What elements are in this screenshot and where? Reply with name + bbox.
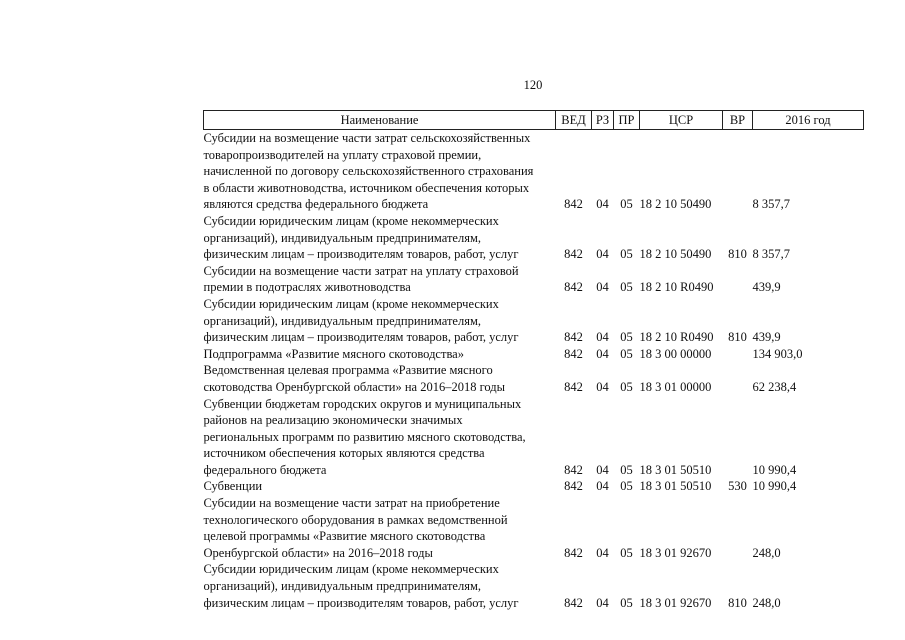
- row-name-line: Субсидии на возмещение части затрат сельскохозяйственных: [203, 131, 531, 145]
- row-name: [204, 362, 556, 395]
- row-amount: 10 990,4: [752, 479, 797, 494]
- row-name-line: в области животноводства, источником обеспечения которых: [203, 180, 530, 195]
- table-row: [204, 263, 864, 296]
- row-amount: 248,0: [752, 595, 781, 610]
- row-ved: 842: [564, 330, 583, 345]
- table-row: [204, 362, 864, 395]
- row-name: [204, 263, 556, 296]
- row-name-line: источником обеспечения которых являются средства: [203, 446, 485, 461]
- row-name: [204, 396, 556, 479]
- row-name-line: региональных программ по развитию мясного скотоводства,: [203, 429, 526, 444]
- row-csr: 18 3 01 92670: [639, 595, 712, 610]
- table-row: [204, 495, 864, 561]
- row-name-line: Подпрограмма «Развитие мясного скотоводства»: [203, 346, 464, 361]
- row-name-line: являются средства федерального бюджета: [203, 197, 429, 212]
- row-name: [204, 561, 556, 611]
- row-amount: 62 238,4: [752, 379, 797, 394]
- row-name-line: федерального бюджета: [203, 462, 327, 477]
- row-name-line: Оренбургской области» на 2016–2018 годы: [203, 545, 433, 560]
- row-rz: 04: [596, 595, 609, 610]
- row-vr: 810: [728, 247, 747, 262]
- row-ved: 842: [564, 479, 583, 494]
- table-row: [204, 478, 864, 495]
- col-header-ved: ВЕД: [556, 111, 592, 130]
- row-pr: 05: [620, 379, 633, 394]
- table-row: [204, 213, 864, 263]
- row-ved: 842: [564, 346, 583, 361]
- row-name-line: скотоводства Оренбургской области» на 2016–2018 годы: [203, 379, 506, 394]
- row-rz: 04: [596, 545, 609, 560]
- row-ved: 842: [564, 462, 583, 477]
- row-ved: 842: [564, 595, 583, 610]
- row-csr: 18 2 10 50490: [639, 197, 712, 212]
- row-pr: 05: [620, 280, 633, 295]
- row-name-line: Субсидии юридическим лицам (кроме некоммерческих: [203, 296, 499, 311]
- row-name-line: Субвенции: [203, 479, 263, 494]
- row-name-line: организаций), индивидуальным предпринимателям,: [203, 313, 481, 328]
- row-name: [204, 478, 556, 495]
- row-name-line: организаций), индивидуальным предпринимателям,: [203, 230, 481, 245]
- row-vr: [723, 362, 753, 395]
- col-header-csr: ЦСР: [640, 111, 723, 130]
- row-name-line: Субсидии на возмещение части затрат на приобретение: [203, 496, 500, 511]
- row-csr: 18 3 01 50510: [639, 462, 712, 477]
- row-name-line: Субсидии юридическим лицам (кроме некоммерческих: [203, 562, 499, 577]
- row-ved: 842: [564, 197, 583, 212]
- row-vr: [723, 396, 753, 479]
- row-rz: 04: [596, 346, 609, 361]
- row-csr: 18 3 01 00000: [639, 379, 712, 394]
- table-row: [204, 561, 864, 611]
- row-vr: 530: [728, 479, 747, 494]
- row-csr: 18 2 10 R0490: [639, 280, 714, 295]
- budget-table: [203, 110, 864, 611]
- table-row: [204, 296, 864, 346]
- col-header-rz: РЗ: [592, 111, 614, 130]
- row-vr: 810: [728, 595, 747, 610]
- row-rz: 04: [596, 330, 609, 345]
- row-pr: 05: [620, 595, 633, 610]
- row-csr: 18 2 10 R0490: [639, 330, 714, 345]
- row-amount: 439,9: [752, 280, 781, 295]
- row-vr: [723, 346, 753, 363]
- table-row: [204, 396, 864, 479]
- row-name-line: Субсидии на возмещение части затрат на уплату страховой: [203, 263, 519, 278]
- row-name-line: Ведомственная целевая программа «Развитие мясного: [203, 363, 493, 378]
- table-header-row: [204, 111, 864, 130]
- row-name-line: физическим лицам – производителям товаров, работ, услуг: [203, 330, 519, 345]
- row-pr: 05: [620, 462, 633, 477]
- row-name-line: Субсидии юридическим лицам (кроме некоммерческих: [203, 213, 499, 228]
- row-vr: 810: [728, 330, 747, 345]
- row-rz: 04: [596, 197, 609, 212]
- row-ved: 842: [564, 280, 583, 295]
- row-pr: 05: [620, 197, 633, 212]
- col-header-vr: ВР: [723, 111, 753, 130]
- row-pr: 05: [620, 330, 633, 345]
- row-rz: 04: [596, 379, 609, 394]
- row-pr: 05: [620, 247, 633, 262]
- col-header-amount: 2016 год: [753, 111, 864, 130]
- row-name-line: физическим лицам – производителям товаров, работ, услуг: [203, 247, 519, 262]
- row-csr: 18 3 00 00000: [639, 346, 712, 361]
- row-amount: 439,9: [752, 330, 781, 345]
- row-rz: 04: [596, 479, 609, 494]
- row-ved: 842: [564, 545, 583, 560]
- row-name: [204, 296, 556, 346]
- row-ved: 842: [564, 247, 583, 262]
- row-name: [204, 346, 556, 363]
- row-ved: 842: [564, 379, 583, 394]
- row-name-line: целевой программы «Развитие мясного скотоводства: [203, 529, 486, 544]
- row-amount: 134 903,0: [752, 346, 803, 361]
- row-csr: 18 3 01 92670: [639, 545, 712, 560]
- table-body: [204, 130, 864, 612]
- row-csr: 18 2 10 50490: [639, 247, 712, 262]
- row-rz: 04: [596, 280, 609, 295]
- row-csr: 18 3 01 50510: [639, 479, 712, 494]
- row-vr: [723, 263, 753, 296]
- row-vr: [723, 495, 753, 561]
- row-amount: 10 990,4: [752, 462, 797, 477]
- row-pr: 05: [620, 346, 633, 361]
- row-name-line: товаропроизводителей на уплату страховой премии,: [203, 147, 482, 162]
- row-name-line: начисленной по договору сельскохозяйственного страхования: [203, 164, 534, 179]
- page-number: 120: [523, 78, 543, 92]
- row-name-line: организаций), индивидуальным предпринимателям,: [203, 579, 481, 594]
- row-name-line: технологического оборудования в рамках ведомственной: [203, 512, 508, 527]
- row-vr: [723, 130, 753, 213]
- row-pr: 05: [620, 479, 633, 494]
- row-amount: 248,0: [752, 545, 781, 560]
- col-header-name: Наименование: [204, 111, 556, 130]
- row-rz: 04: [596, 247, 609, 262]
- col-header-pr: ПР: [614, 111, 640, 130]
- row-name-line: премии в подотраслях животноводства: [203, 280, 411, 295]
- row-name: [204, 495, 556, 561]
- row-name-line: Субвенции бюджетам городских округов и муниципальных: [203, 396, 522, 411]
- table-row: [204, 346, 864, 363]
- row-name-line: районов на реализацию экономически значимых: [203, 413, 463, 428]
- row-pr: 05: [620, 545, 633, 560]
- row-rz: 04: [596, 462, 609, 477]
- row-name: [204, 130, 556, 213]
- table-row: [204, 130, 864, 213]
- row-amount: 8 357,7: [752, 247, 790, 262]
- row-name-line: физическим лицам – производителям товаров, работ, услуг: [203, 595, 519, 610]
- row-name: [204, 213, 556, 263]
- row-amount: 8 357,7: [752, 197, 790, 212]
